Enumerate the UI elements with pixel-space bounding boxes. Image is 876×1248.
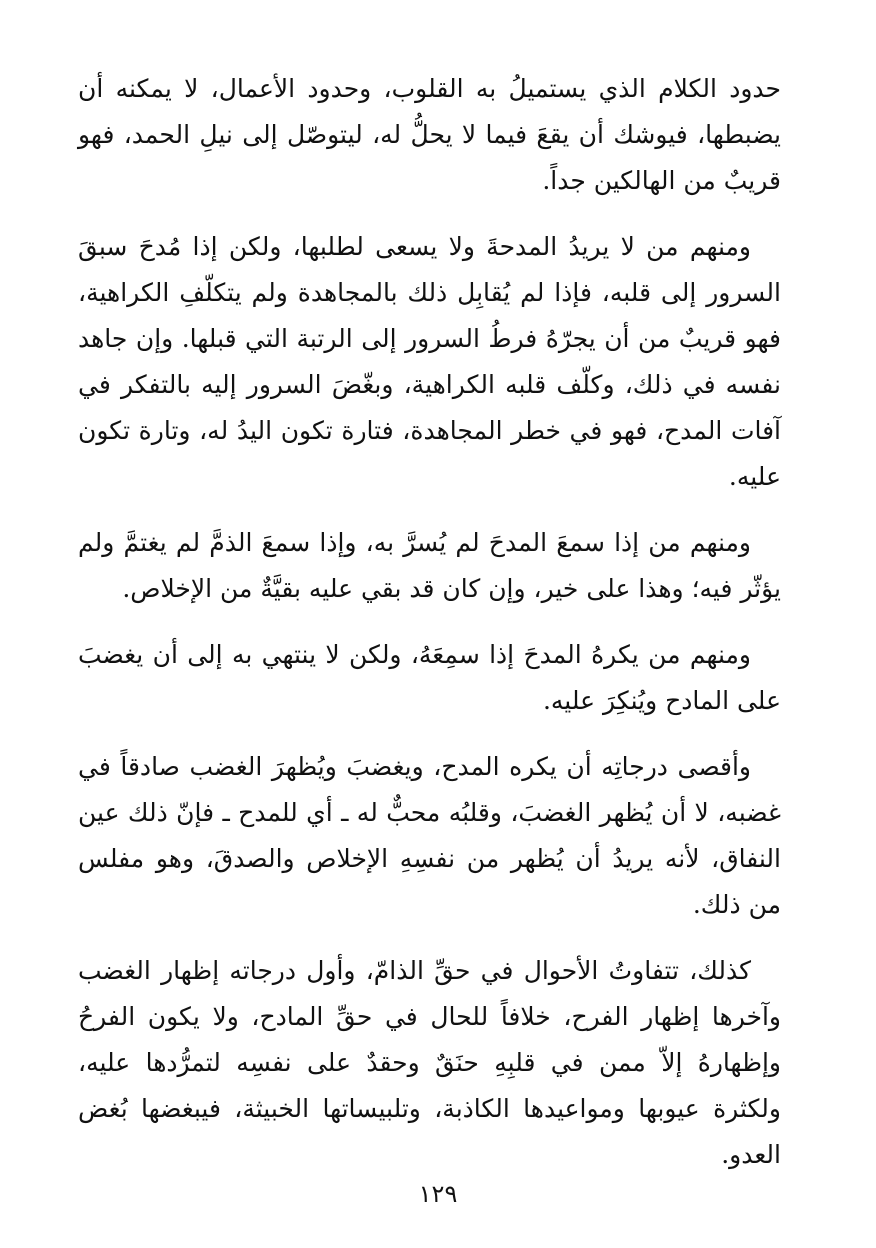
paragraph-4: ومنهم من يكرهُ المدحَ إذا سمِعَهُ، ولكن لا ينتهي به إلى أن يغضبَ على المادح ويُنكِرَ عليه. [78,640,781,715]
paragraph-1: حدود الكلام الذي يستميلُ به القلوب، وحدود الأعمال، لا يمكنه أن يضبطها، فيوشك أن يقعَ فيما لا يحلُّ له، ليتوصّل إلى نيلِ الحمد، فهو قريبٌ من الهالكين جداً. [78,74,781,195]
paragraph-5: وأقصى درجاتِه أن يكره المدح، ويغضبَ ويُظهرَ الغضب صادقاً في غضبه، لا أن يُظهر الغضبَ، وقلبُه محبٌّ له ـ أي للمدح ـ فإنّ ذلك عين النفاق، لأنه يريدُ أن يُظهر من نفسِهِ الإخلاص والصدقَ، وهو مفلس من ذلك. [78,752,781,919]
paragraph-6: كذلك، تتفاوتُ الأحوال في حقِّ الذامّ، وأول درجاته إظهار الغضب وآخرها إظهار الفرح، خلافاً للحال في حقِّ المادح، ولا يكون الفرحُ وإظهارهُ إلاّ ممن في قلبِهِ حنَقٌ وحقدٌ على نفسِه لتمرُّدها عليه، ولكثرة عيوبها ومواعيدها الكاذبة، وتلبيساتها الخبيثة، فيبغضها بُغض العدو. [78,956,781,1169]
page-body [78,66,781,1198]
paragraph-2: ومنهم من لا يريدُ المدحةَ ولا يسعى لطلبها، ولكن إذا مُدحَ سبقَ السرور إلى قلبه، فإذا لم يُقابِل ذلك بالمجاهدة ولم يتكلّفِ الكراهية، فهو قريبٌ من أن يجرّهُ فرطُ السرور إلى الرتبة التي قبلها. وإن جاهد نفسه في ذلك، وكلّف قلبه الكراهية، وبغّضَ السرور إليه بالتفكر في آفات المدح، فهو في خطر المجاهدة، فتارة تكون اليدُ له، وتارة تكون عليه. [78,232,781,491]
paragraph-3: ومنهم من إذا سمعَ المدحَ لم يُسرَّ به، وإذا سمعَ الذمَّ لم يغتمَّ ولم يؤثّر فيه؛ وهذا على خير، وإن كان قد بقي عليه بقيَّةٌ من الإخلاص. [78,528,781,603]
page-number: ١٢٩ [418,1180,458,1208]
